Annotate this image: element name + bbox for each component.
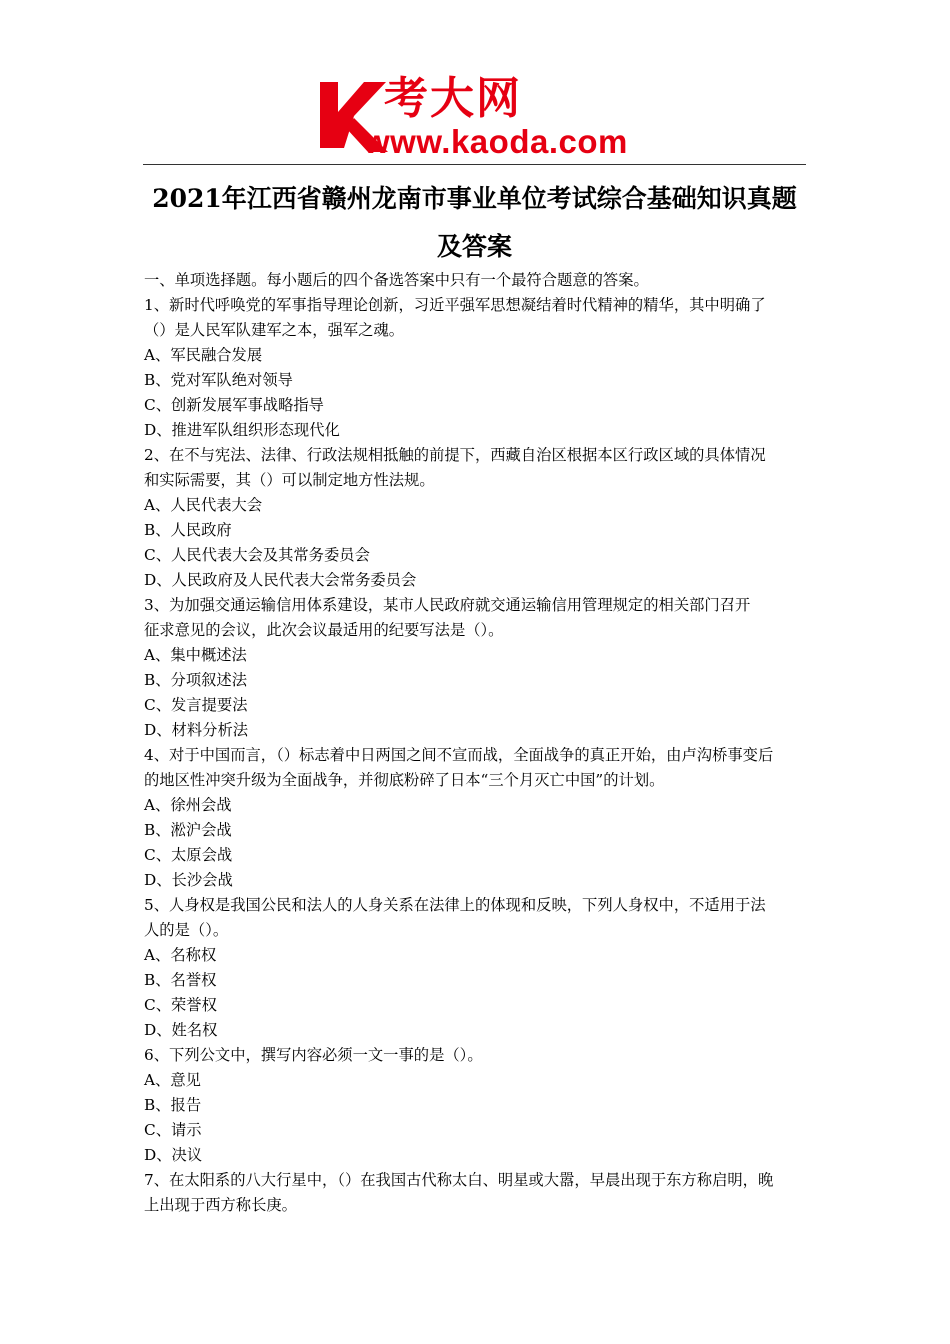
logo-url: www.kaoda.com [364, 123, 628, 160]
option-d: D、推进军队组织形态现代化 [144, 421, 340, 439]
option-b: B、党对军队绝对领导 [144, 371, 293, 389]
question-stem: 1、新时代呼唤党的军事指导理论创新，习近平强军思想凝结着时代精神的精华，其中明确了 [144, 296, 766, 314]
option-a: A、集中概述法 [144, 646, 247, 664]
question-3 [144, 593, 808, 743]
option-b: B、人民政府 [144, 521, 232, 539]
option-b: B、报告 [144, 1096, 202, 1114]
question-stem: 5、人身权是我国公民和法人的人身关系在法律上的体现和反映，下列人身权中，不适用于法 [144, 896, 766, 914]
question-stem: 4、对于中国而言，（）标志着中日两国之间不宣而战，全面战争的真正开始，由卢沟桥事变后 [144, 746, 774, 764]
question-4 [144, 743, 808, 893]
option-a: A、人民代表大会 [144, 496, 263, 514]
option-d: D、材料分析法 [144, 721, 249, 739]
header-divider [143, 164, 806, 165]
option-c: C、太原会战 [144, 846, 233, 864]
question-stem: 人的是（）。 [144, 921, 229, 939]
option-c: C、人民代表大会及其常务委员会 [144, 546, 370, 564]
option-a: A、名称权 [144, 946, 217, 964]
question-stem: 的地区性冲突升级为全面战争，并彻底粉碎了日本“三个月灭亡中国”的计划。 [144, 771, 665, 789]
option-c: C、创新发展军事战略指导 [144, 396, 324, 414]
question-stem: 2、在不与宪法、法律、行政法规相抵触的前提下，西藏自治区根据本区行政区域的具体情况 [144, 446, 766, 464]
question-stem: 6、下列公文中，撰写内容必须一文一事的是（）。 [144, 1046, 483, 1064]
option-b: B、淞沪会战 [144, 821, 232, 839]
question-stem: 和实际需要，其（）可以制定地方性法规。 [144, 471, 435, 489]
question-2 [144, 443, 808, 593]
question-stem: 征求意见的会议，此次会议最适用的纪要写法是（）。 [144, 621, 504, 639]
option-d: D、长沙会战 [144, 871, 233, 889]
kaoda-logo[interactable] [314, 73, 644, 160]
option-a: A、意见 [144, 1071, 201, 1089]
question-6 [144, 1043, 808, 1168]
option-b: B、分项叙述法 [144, 671, 248, 689]
option-a: A、徐州会战 [144, 796, 232, 814]
option-d: D、决议 [144, 1146, 203, 1164]
option-c: C、发言提要法 [144, 696, 248, 714]
option-c: C、请示 [144, 1121, 202, 1139]
logo-text: 考大网 [384, 73, 522, 124]
document-title-line1: 2021年江西省赣州龙南市事业单位考试综合基础知识真题 [152, 184, 797, 213]
question-stem: 3、为加强交通运输信用体系建设，某市人民政府就交通运输信用管理规定的相关部门召开 [144, 596, 751, 614]
section-heading: 一、单项选择题。每小题后的四个备选答案中只有一个最符合题意的答案。 [144, 271, 649, 289]
question-5 [144, 893, 808, 1043]
question-1 [144, 293, 808, 443]
question-7 [144, 1168, 808, 1218]
option-d: D、人民政府及人民代表大会常务委员会 [144, 571, 417, 589]
option-d: D、姓名权 [144, 1021, 218, 1039]
question-stem: 7、在太阳系的八大行星中，（）在我国古代称太白、明星或大嚣，早晨出现于东方称启明，晚 [144, 1171, 774, 1189]
question-stem: 上出现于西方称长庚。 [144, 1196, 297, 1214]
option-c: C、荣誉权 [144, 996, 217, 1014]
document-body [144, 268, 808, 1218]
question-stem: （）是人民军队建军之本，强军之魂。 [144, 321, 405, 339]
document-title-line2: 及答案 [436, 232, 512, 261]
option-a: A、军民融合发展 [144, 346, 263, 364]
option-b: B、名誉权 [144, 971, 217, 989]
